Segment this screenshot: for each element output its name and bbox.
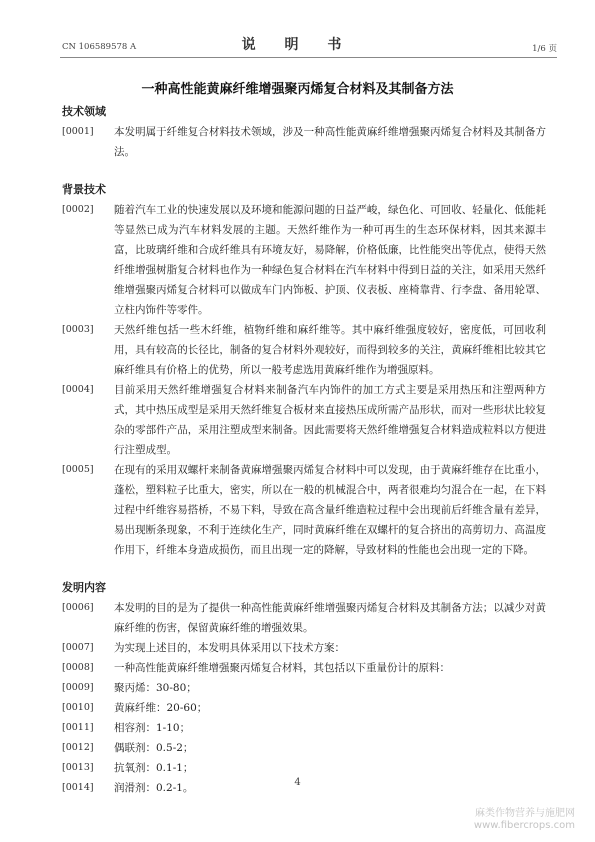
paragraph-text: 抗氧剂：0.1-1； (114, 762, 194, 774)
paragraph-number: [0013] (62, 762, 94, 773)
watermark (474, 808, 575, 832)
paragraph-text: 聚丙烯：30-80； (114, 682, 197, 694)
paragraph-number: [0011] (62, 722, 94, 733)
paragraph-text: 润滑剂：0.2-1。 (114, 782, 194, 794)
header-divider (60, 57, 557, 58)
paragraph (62, 738, 546, 758)
paragraph (62, 698, 546, 718)
paragraph-text: 相容剂：1-10； (114, 722, 191, 734)
header-doc-number: CN 106589578 A (62, 42, 137, 52)
paragraph-number: [0007] (62, 642, 94, 653)
paragraph-number: [0014] (62, 782, 94, 793)
paragraph (62, 718, 546, 738)
section-heading-background: 背景技术 (62, 183, 106, 196)
section-heading-summary: 发明内容 (62, 581, 106, 594)
paragraph (62, 320, 546, 380)
paragraph (62, 598, 546, 638)
paragraph-text: 天然纤维包括一些木纤维，植物纤维和麻纤维等。其中麻纤维强度较好，密度低，可回收利用，具有较高的长径比，制备的复合材料外观较好，而得到较多的关注，黄麻纤维相比较其它麻纤维具有价格上的优势，所以一般考虑选用黄麻纤维作为增强原料。 (114, 324, 546, 376)
paragraph-text: 偶联剂：0.5-2； (114, 742, 194, 754)
paragraph-number: [0002] (62, 204, 94, 215)
document-title: 一种高性能黄麻纤维增强聚丙烯复合材料及其制备方法 (141, 82, 454, 97)
section-heading-tech-field: 技术领域 (62, 105, 106, 118)
paragraph-number: [0008] (62, 662, 94, 673)
paragraph-text: 黄麻纤维：20-60； (114, 702, 208, 714)
paragraph (62, 460, 546, 560)
paragraph-text: 本发明的目的是为了提供一种高性能黄麻纤维增强聚丙烯复合材料及其制备方法；以减少对黄麻纤维的伤害，保留黄麻纤维的增强效果。 (114, 602, 546, 634)
paragraph-text: 为实现上述目的，本发明具体采用以下技术方案： (114, 642, 345, 654)
paragraph-number: [0001] (62, 126, 94, 137)
watermark-line-2: www.fibercrops.com (473, 820, 575, 831)
paragraph-text: 本发明属于纤维复合材料技术领域，涉及一种高性能黄麻纤维增强聚丙烯复合材料及其制备方法。 (114, 126, 546, 158)
header-page-count: 1/6 页 (532, 44, 557, 54)
watermark-line-1: 麻类作物营养与施肥网 (475, 808, 575, 819)
paragraph (62, 122, 546, 162)
paragraph-number: [0009] (62, 682, 94, 693)
paragraph-text: 在现有的采用双螺杆来制备黄麻增强聚丙烯复合材料中可以发现，由于黄麻纤维存在比重小，蓬松，塑料粒子比重大，密实，所以在一般的机械混合中，两者很难均匀混合在一起，在下料过程中纤维容易搭桥，不易下料，导致在高含量纤维造粒过程中会出现前后纤维含量有差异，易出现断条现象，不利于连续化生产，同时黄麻纤维在双螺杆的复合挤出的高剪切力、高温度作用下，纤维本身造成损伤，而且出现一定的降解，导致材料的性能也会出现一定的下降。 (114, 464, 546, 556)
paragraph-number: [0004] (62, 384, 94, 395)
document-body (62, 102, 546, 798)
paragraph-number: [0005] (62, 464, 94, 475)
paragraph-text: 随着汽车工业的快速发展以及环境和能源问题的日益严峻，绿色化、可回收、轻量化、低能耗等显然已成为汽车材料发展的主题。天然纤维作为一种可再生的生态环保材料，因其来源丰富，比玻璃纤维和合成纤维具有环境友好，易降解，价格低廉，比性能突出等优点，使得天然纤维增强树脂复合材料也作为一种绿色复合材料在汽车材料中得到日益的关注，如采用天然纤维增强聚丙烯复合材料可以做成车门内饰板、护顶、仪表板、座椅靠背、行李盘、备用轮罩、立柱内饰件等零件。 (114, 204, 546, 316)
paragraph-number: [0012] (62, 742, 94, 753)
page-number: 4 (294, 777, 301, 788)
header-doc-type: 说 明 书 (241, 37, 354, 53)
paragraph (62, 380, 546, 460)
paragraph (62, 200, 546, 320)
paragraph (62, 658, 546, 678)
paragraph-text: 目前采用天然纤维增强复合材料来制备汽车内饰件的加工方式主要是采用热压和注塑两种方式，其中热压成型是采用天然纤维复合板材来直接热压成所需产品形状，而对一些形状比较复杂的零部件产品，采用注塑成型来制备。因此需要将天然纤维增强复合材料造成粒料以方便进行注塑成型。 (114, 384, 546, 456)
paragraph (62, 758, 546, 778)
paragraph-number: [0010] (62, 702, 94, 713)
paragraph-text: 一种高性能黄麻纤维增强聚丙烯复合材料，其包括以下重量份计的原料： (114, 662, 450, 674)
paragraph (62, 638, 546, 658)
paragraph-number: [0003] (62, 324, 94, 335)
paragraph (62, 678, 546, 698)
paragraph-number: [0006] (62, 602, 94, 613)
